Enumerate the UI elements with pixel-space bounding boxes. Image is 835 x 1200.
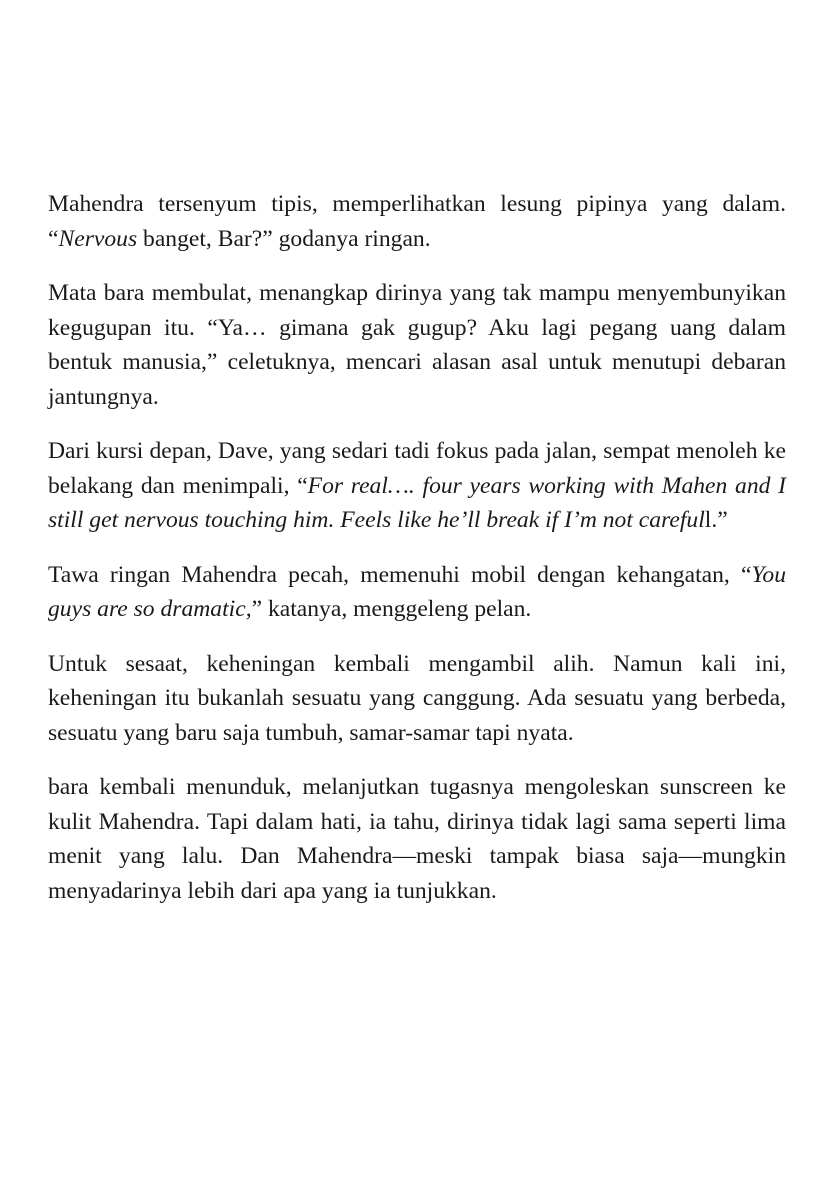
text-segment: Mata bara membulat, menangkap dirinya yang tak mampu menyembunyikan kegugupan itu. “Ya… gimana gak gugup? Aku lagi pegang uang dalam bentuk manusia,” celetuknya, mencari alasan asal untuk menutupi debaran jantungnya.	[48, 280, 786, 410]
document-page	[48, 187, 786, 928]
paragraph-3	[48, 434, 786, 538]
paragraph-5	[48, 647, 786, 751]
paragraph-2	[48, 276, 786, 414]
italic-text-segment: Nervous	[58, 225, 138, 252]
text-segment: Dari kursi depan, Dave, yang sedari tadi fokus pada jalan, sempat menoleh ke belakang dan menimpali, “	[48, 438, 786, 499]
paragraph-6	[48, 770, 786, 908]
paragraph-4	[48, 558, 786, 627]
text-segment: bara kembali menunduk, melanjutkan tugasnya mengoleskan sunscreen ke kulit Mahendra. Tapi dalam hati, ia tahu, dirinya tidak lagi sama seperti lima menit yang lalu. Dan Mahendra—meski tampak biasa saja—mungkin menyadarinya lebih dari apa yang ia tunjukkan.	[48, 774, 786, 904]
text-segment: Untuk sesaat, keheningan kembali mengambil alih. Namun kali ini, keheningan itu bukanlah sesuatu yang canggung. Ada sesuatu yang berbeda, sesuatu yang baru saja tumbuh, samar-samar tapi nyata.	[48, 650, 786, 746]
text-segment: Mahendra tersenyum tipis, memperlihatkan lesung pipinya yang dalam. “	[48, 191, 786, 252]
text-segment: banget, Bar?” godanya ringan.	[137, 225, 431, 252]
text-segment: ” katanya, menggeleng pelan.	[251, 596, 532, 622]
text-segment: Tawa ringan Mahendra pecah, memenuhi mobil dengan kehangatan, “	[48, 561, 752, 588]
text-segment: l.”	[704, 507, 728, 533]
paragraph-1	[48, 187, 786, 256]
italic-text-segment: You guys are so dramatic,	[48, 561, 786, 622]
italic-text-segment: For real…. four years working with Mahen and I still get nervous touching him. Feels like he’ll break if I’m not careful	[48, 472, 787, 533]
